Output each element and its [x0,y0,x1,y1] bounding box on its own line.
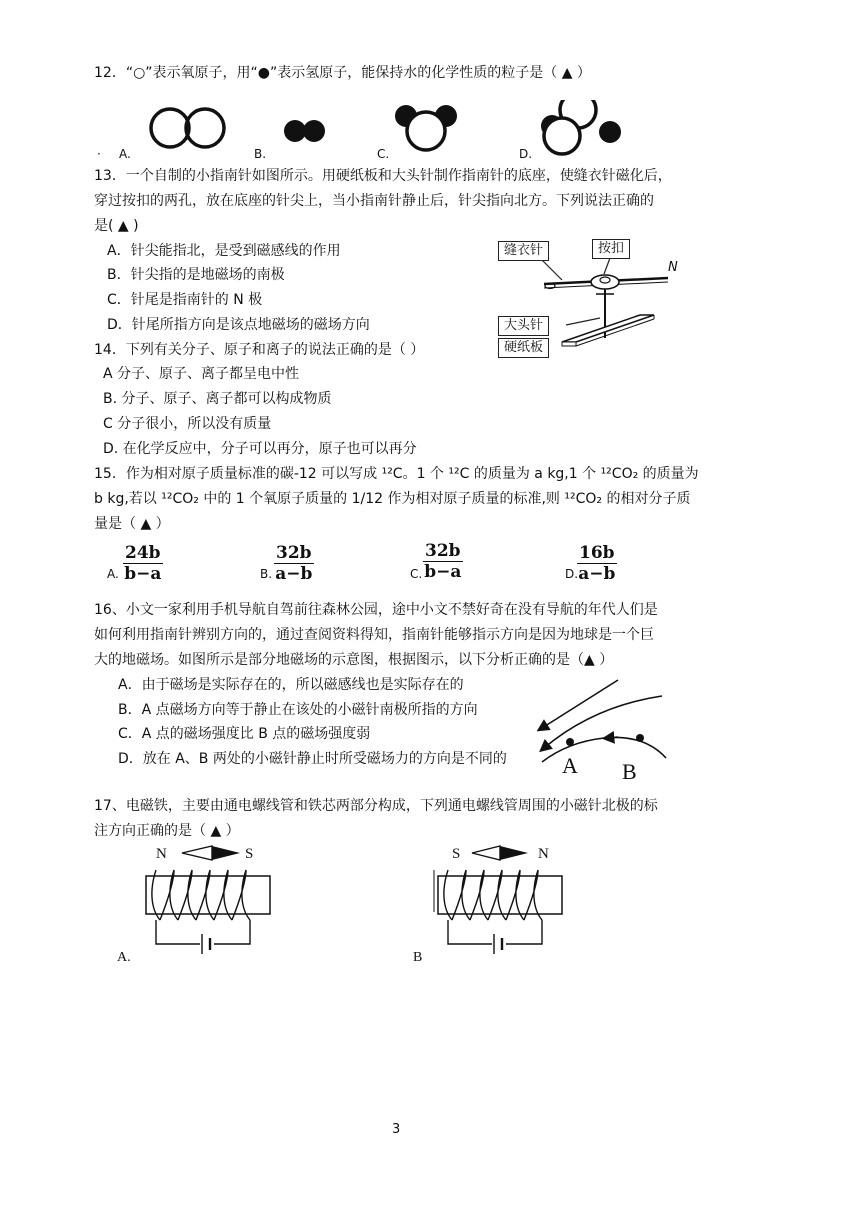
q13-option-c: C．针尾是指南针的 N 极 [107,292,263,308]
q12-option-b: B. [254,147,267,161]
q15-option-d-label: D. [565,567,579,581]
q16-stem-line3: 大的地磁场。如图所示是部分地磁场的示意图，根据图示，以下分析正确的是（▲ ） [94,652,614,668]
q16-option-c: C．A 点的磁场强度比 B 点的磁场强度弱 [118,726,371,742]
q17-stem-line1: 17、电磁铁，主要由通电螺线管和铁芯两部分构成，下列通电螺线管周围的小磁针北极的标 [94,798,658,814]
q15-option-a-label: A. [107,567,119,581]
q17-a-left-pole: N [156,846,167,862]
q12-b-hydrogen-atom-2 [303,120,325,142]
q14-stem: 14．下列有关分子、原子和离子的说法正确的是（ ） [94,342,425,358]
q14-option-c: C 分子很小，所以没有质量 [103,416,272,432]
q12-d-oxygen-atom-2 [544,118,580,154]
q16-option-a: A．由于磁场是实际存在的，所以磁感线也是实际存在的 [118,677,464,693]
q13-label-button: 按扣 [592,239,630,259]
q14-option-d: D. 在化学反应中，分子可以再分，原子也可以再分 [103,441,417,457]
q15-option-c-denominator: b−a [424,562,462,582]
q16-option-b: B．A 点磁场方向等于静止在该处的小磁针南极所指的方向 [118,702,478,718]
q17-stem-line2: 注方向正确的是（ ▲ ） [94,823,240,839]
q13-label-needle: 缝衣针 [498,241,549,261]
q15-option-c-numerator: 32b [425,541,461,561]
q12-option-a: A. [119,147,131,161]
q13-option-b: B．针尖指的是地磁场的南极 [107,267,285,283]
q13-label-tip: N [668,260,678,275]
q15-stem-line3: 量是（ ▲ ） [94,516,170,532]
q17-a-needle-north [182,846,212,860]
q17-option-a-label: A. [117,950,131,965]
q13-stem-line1: 13．一个自制的小指南针如图所示。用硬纸板和大头针制作指南针的底座，使缝衣针磁化后， [94,168,672,184]
q15-option-d-fraction [577,543,617,584]
q13-label-board: 硬纸板 [498,338,549,358]
q12-a-oxygen-atom-1 [151,109,189,147]
q12-b-hydrogen-atom-1 [284,120,306,142]
q15-option-c-fraction [423,541,463,582]
q15-option-d-denominator: a−b [578,564,616,584]
q15-option-c-label: C. [410,567,423,581]
q12-d-hydrogen-atom-2 [599,121,621,143]
q12-dot: · [97,147,101,161]
q15-option-b-numerator: 32b [276,543,312,563]
q16-point-b-label: B [622,759,637,784]
q12-c-oxygen-atom [407,112,445,150]
q15-option-b-fraction [274,543,314,584]
q12-a-oxygen-atom-2 [186,109,224,147]
q17-b-needle-south [472,846,500,860]
q15-stem-line1: 15．作为相对原子质量标准的碳-12 可以写成 ¹²C。1 个 ¹²C 的质量为 a kg,1 个 ¹²CO₂ 的质量为 [94,466,699,482]
q13-option-d: D．针尾所指方向是该点地磁场的磁场方向 [107,317,370,333]
q12-stem: 12．“○”表示氧原子，用“●”表示氢原子，能保持水的化学性质的粒子是（ ▲ ） [94,65,591,81]
q13-stem-line2: 穿过按扣的两孔，放在底座的针尖上，当小指南针静止后，针尖指向北方。下列说法正确的 [94,193,654,209]
q17-b-needle-north [500,846,528,860]
q13-stem-line3: 是( ▲ ) [94,218,139,234]
q14-option-b: B. 分子、原子、离子都可以构成物质 [103,391,332,407]
q15-option-a-denominator: b−a [124,564,162,584]
q15-option-b-label: B. [260,567,273,581]
q17-option-b-label: B [413,950,423,965]
q13-option-a: A．针尖能指北，是受到磁感线的作用 [107,243,341,259]
q17-a-right-pole: S [245,846,254,862]
q17-b-solenoid-figure [430,840,570,965]
q17-a-needle-south [212,846,240,860]
q16-option-d: D．放在 A、B 两处的小磁针静止时所受磁场力的方向是不同的 [118,751,507,767]
q12-option-c: C. [377,147,390,161]
q16-stem-line2: 如何利用指南针辨别方向的，通过查阅资料得知，指南针能够指示方向是因为地球是一个巨 [94,627,654,643]
q15-option-b-denominator: a−b [275,564,313,584]
q17-a-solenoid-figure [138,840,278,965]
q16-field-figure [534,676,674,784]
q15-option-a-numerator: 24b [125,543,161,563]
q14-option-a: A 分子、原子、离子都呈电中性 [103,366,300,382]
q12-option-d: D. [519,147,533,161]
q13-label-pin: 大头针 [498,316,549,336]
q17-b-right-pole: N [538,846,549,862]
q17-b-left-pole: S [452,846,461,862]
q16-point-a-label: A [562,753,578,778]
q15-stem-line2: b kg,若以 ¹²CO₂ 中的 1 个氧原子质量的 1/12 作为相对原子质量的标准,则 ¹²CO₂ 的相对分子质 [94,491,691,507]
q15-option-a-fraction [123,543,163,584]
q16-stem-line1: 16、小文一家利用手机导航自驾前往森林公园，途中小文不禁好奇在没有导航的年代人们是 [94,602,658,618]
q15-option-d-numerator: 16b [579,543,615,563]
page-number: 3 [392,1122,401,1137]
